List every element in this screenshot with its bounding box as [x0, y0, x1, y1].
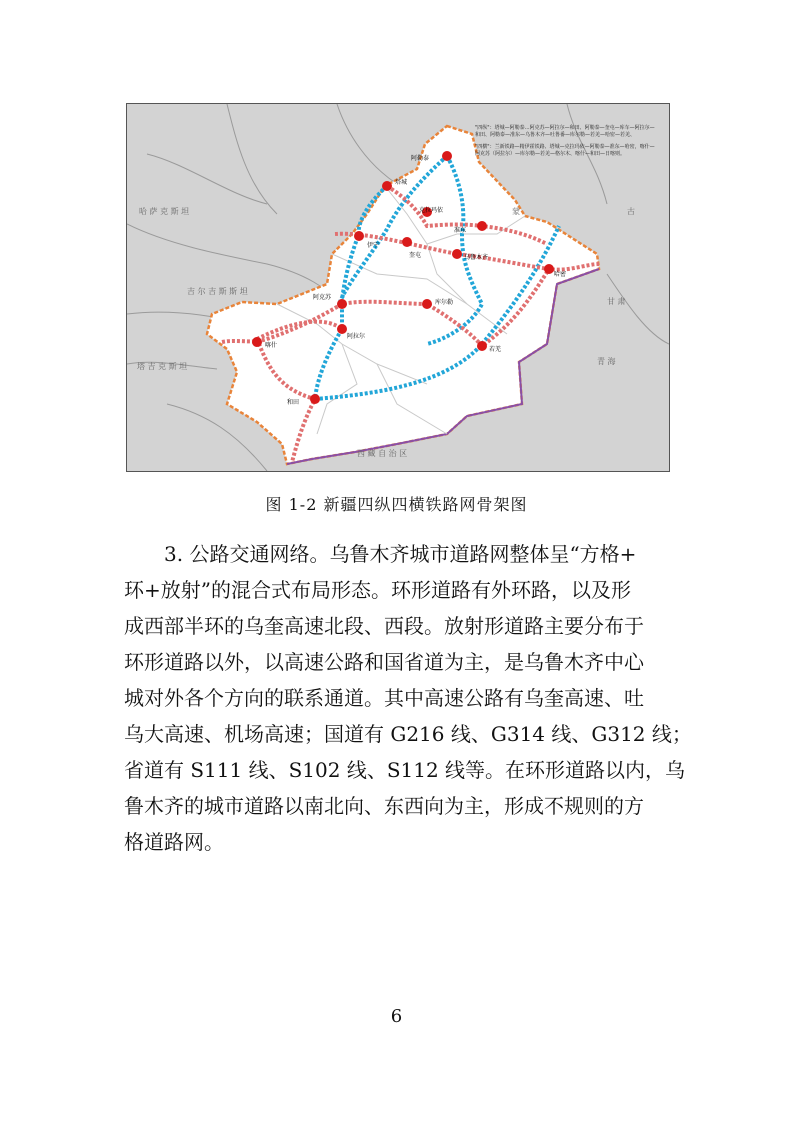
city-aral-label: 阿拉尔: [347, 333, 366, 340]
city-karamay-label: 克拉玛依: [419, 207, 444, 214]
label-meng: 蒙: [512, 207, 520, 216]
city-aksu-label: 阿克苏: [313, 294, 332, 301]
label-qinghai: 青 海: [597, 357, 616, 366]
paragraph-line-5: 城对外各个方向的联系通道。其中高速公路有乌奎高速、吐: [124, 686, 644, 710]
label-gu: 古: [627, 207, 635, 216]
paragraph-line-3: 成西部半环的乌奎高速北段、西段。放射形道路主要分布于: [124, 614, 644, 638]
label-gansu: 甘 肃: [607, 297, 626, 306]
paragraph-body: [124, 536, 692, 860]
legend-line-3: "四横"：兰新铁路—精伊霍铁路、塔城—克拉玛依—阿勒泰—准东—哈密，喀什—: [475, 144, 655, 150]
city-zhundong-label: 准东: [454, 227, 467, 234]
label-tajikistan: 塔 吉 克 斯 坦: [137, 362, 188, 371]
paragraph-line-6: 乌大高速、机场高速；国道有 G216 线、G314 线、G312 线；: [124, 722, 692, 746]
page-number: 6: [390, 1006, 403, 1027]
paragraph-line-7: 省道有 S111 线、S102 线、S112 线等。在环形道路以内，乌: [124, 758, 686, 782]
city-ruoqiang-label: 若羌: [489, 346, 502, 353]
legend-line-2: 和田、阿勒泰—准东—乌鲁木齐—吐鲁番—库尔勒—若羌—哈密—若羌、: [475, 132, 636, 138]
paragraph-line-4: 环形道路以外，以高速公路和国省道为主，是乌鲁木齐中心: [124, 650, 644, 674]
legend-line-1: "四纵"：塔城—阿勒泰…阿克苏—阿拉尔—和田、阿勒泰—奎屯—库车—阿拉尔—: [475, 125, 655, 131]
city-kashgar-label: 喀什: [265, 342, 278, 349]
paragraph-line-8: 鲁木齐的城市道路以南北向、东西向为主，形成不规则的方: [124, 794, 644, 818]
paragraph-line-9: 格道路网。: [124, 830, 224, 854]
city-kuitun-label: 奎屯: [409, 252, 422, 259]
city-altay-label: 阿勒泰: [410, 155, 429, 162]
label-kyrgyzstan: 吉 尔 吉 斯 斯 坦: [187, 287, 248, 296]
city-urumqi-label: 乌鲁木齐: [464, 254, 489, 261]
paragraph-line-1: 3. 公路交通网络。乌鲁木齐城市道路网整体呈“方格+: [164, 542, 637, 566]
label-kazakhstan: 哈 萨 克 斯 坦: [139, 207, 190, 216]
label-tibet: 西 藏 自 治 区: [357, 449, 408, 458]
city-hotan-label: 和田: [287, 399, 300, 406]
map-svg: [127, 104, 669, 471]
city-tacheng-label: 塔城: [395, 179, 408, 186]
city-yining-label: 伊宁: [367, 242, 380, 249]
figure-caption: 图 1-2 新疆四纵四横铁路网骨架图: [265, 495, 528, 514]
city-hami-label: 哈密: [554, 271, 567, 278]
city-korla-label: 库尔勒: [435, 299, 454, 306]
legend-line-4: 阿克苏（阿拉尔）—库尔勒—若羌—格尔木、喀什—和田—日喀则。: [475, 151, 626, 157]
railway-network-map: [126, 103, 670, 472]
paragraph-line-2: 环+放射”的混合式布局形态。环形道路有外环路，以及形: [124, 578, 631, 602]
